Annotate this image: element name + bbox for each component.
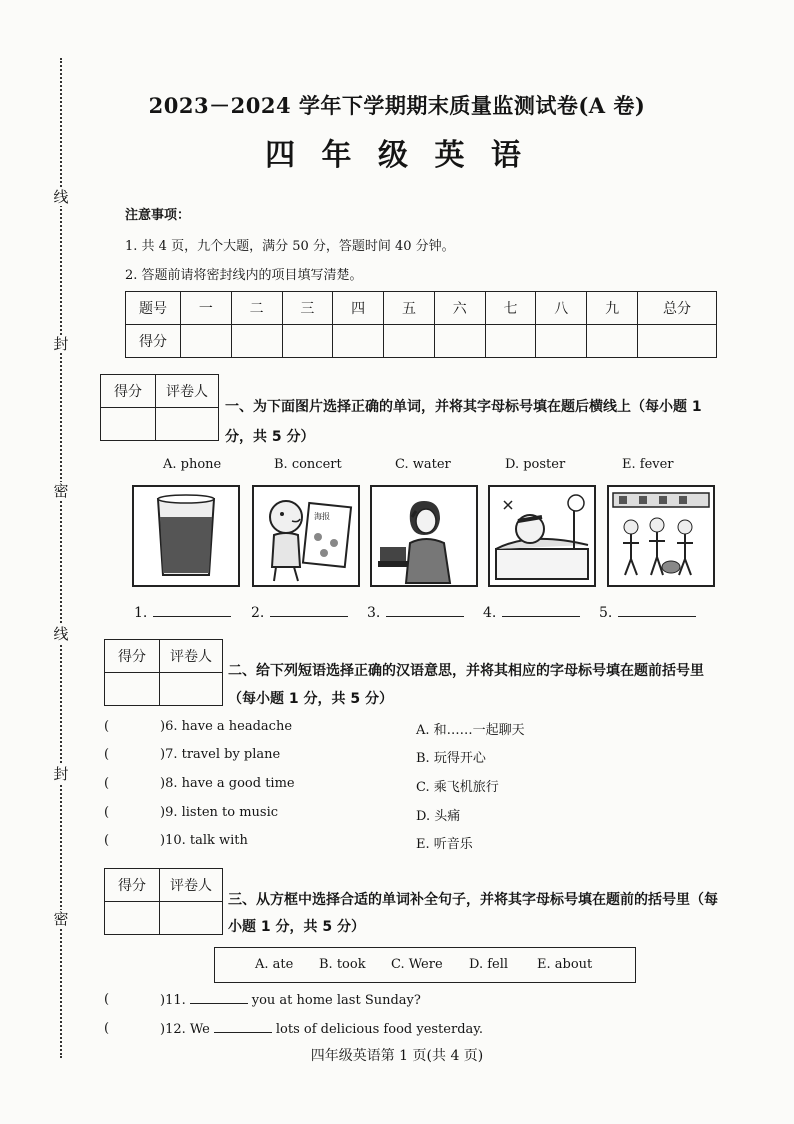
blank-number: 4. [483, 605, 497, 621]
table-cell: 八 [536, 292, 587, 325]
table-cell: 题号 [126, 292, 181, 325]
question-text: lots of delicious food yesterday. [275, 1022, 484, 1037]
answer-paren: ( [104, 833, 110, 848]
answer-blank-2[interactable] [251, 604, 348, 621]
option-label: B. concert [274, 457, 342, 472]
answer-option: C. 乘飞机旅行 [416, 780, 499, 795]
question-row[interactable] [104, 719, 524, 739]
section2-title-line1: 二、给下列短语选择正确的汉语意思，并将其相应的字母标号填在题前括号里 [228, 663, 704, 679]
answer-option: A. 和……一起聊天 [416, 723, 525, 738]
svg-text:海报: 海报 [314, 512, 330, 521]
question-text: )7. travel by plane [160, 747, 281, 762]
table-cell: 五 [384, 292, 435, 325]
table-cell: 总分 [638, 292, 717, 325]
water-glass-picture [132, 485, 240, 587]
score-entry-cell[interactable] [231, 325, 282, 358]
answer-paren: ( [104, 805, 110, 820]
seal-char: 密 [53, 482, 69, 500]
grader-score-cell[interactable] [101, 408, 156, 441]
grader-name-label: 评卷人 [160, 869, 223, 902]
answer-blank-5[interactable] [599, 604, 696, 621]
word-option: A. ate [255, 957, 294, 972]
question-text: )10. talk with [160, 833, 248, 848]
answer-blank-1[interactable] [134, 604, 231, 621]
answer-option: D. 头痛 [416, 809, 461, 824]
seal-char: 线 [53, 625, 69, 643]
grader-score-label: 得分 [101, 375, 156, 408]
answer-paren: ( [104, 992, 110, 1007]
table-cell: 七 [485, 292, 536, 325]
phone-picture [370, 485, 478, 587]
table-cell: 三 [282, 292, 333, 325]
table-cell: 四 [333, 292, 384, 325]
grader-score-cell[interactable] [105, 673, 160, 706]
seal-char: 线 [53, 188, 69, 206]
question-number: )12. We [160, 1022, 210, 1037]
answer-paren: ( [104, 776, 110, 791]
score-table-score-row [126, 325, 717, 358]
question-text: )8. have a good time [160, 776, 295, 791]
table-cell: 一 [181, 292, 232, 325]
grader-box [104, 639, 223, 706]
score-entry-cell[interactable] [638, 325, 717, 358]
grader-box [104, 868, 223, 935]
answer-option: E. 听音乐 [416, 837, 473, 852]
fill-blank[interactable] [214, 1021, 272, 1033]
note-item: 2. 答题前请将密封线内的项目填写清楚。 [125, 268, 363, 283]
question-row[interactable] [104, 747, 524, 767]
section3-title-line1: 三、从方框中选择合适的单词补全句子，并将其字母标号填在题前的括号里（每 [228, 892, 718, 908]
answer-blank-4[interactable] [483, 604, 580, 621]
score-entry-cell[interactable] [434, 325, 485, 358]
blank-number: 2. [251, 605, 265, 621]
section2-title-line2: （每小题 1 分，共 5 分） [228, 691, 393, 707]
score-entry-cell[interactable] [536, 325, 587, 358]
seal-char: 密 [53, 910, 69, 928]
question-row[interactable] [104, 992, 524, 1012]
grader-score-cell[interactable] [105, 902, 160, 935]
grader-name-cell[interactable] [156, 408, 219, 441]
seal-dotted-line [60, 58, 62, 1058]
question-text: )9. listen to music [160, 805, 279, 820]
answer-paren: ( [104, 1021, 110, 1036]
word-option: E. about [537, 957, 593, 972]
answer-option: B. 玩得开心 [416, 751, 486, 766]
question-text: you at home last Sunday? [251, 993, 421, 1008]
grader-score-label: 得分 [105, 640, 160, 673]
fill-blank[interactable] [190, 992, 248, 1004]
blank-number: 1. [134, 605, 148, 621]
question-row[interactable] [104, 805, 524, 825]
seal-char: 封 [53, 335, 69, 353]
question-row[interactable] [104, 1021, 524, 1041]
option-label: E. fever [622, 457, 674, 472]
answer-paren: ( [104, 719, 110, 734]
question-text: )6. have a headache [160, 719, 293, 734]
blank-number: 5. [599, 605, 613, 621]
word-bank-box [214, 947, 636, 983]
poster-picture [252, 485, 360, 587]
grader-box [100, 374, 219, 441]
fever-picture [488, 485, 596, 587]
score-entry-cell[interactable] [333, 325, 384, 358]
section3-title-line2: 小题 1 分，共 5 分） [228, 919, 365, 935]
grader-name-label: 评卷人 [156, 375, 219, 408]
grader-name-label: 评卷人 [160, 640, 223, 673]
option-label: D. poster [505, 457, 566, 472]
section1-title-line1: 一、为下面图片选择正确的单词，并将其字母标号填在题后横线上（每小题 1 [225, 399, 702, 415]
answer-blank-3[interactable] [367, 604, 464, 621]
table-cell: 九 [587, 292, 638, 325]
question-number: )11. [160, 993, 186, 1008]
table-cell: 二 [231, 292, 282, 325]
exam-subtitle: 四 年 级 英 语 [265, 138, 529, 173]
word-option: C. Were [391, 957, 443, 972]
answer-paren: ( [104, 747, 110, 762]
option-label: A. phone [163, 457, 222, 472]
question-row[interactable] [104, 776, 524, 796]
score-table-header-row [126, 292, 717, 325]
seal-char: 封 [53, 765, 69, 783]
score-entry-cell[interactable] [384, 325, 435, 358]
note-item: 1. 共 4 页，九个大题，满分 50 分，答题时间 40 分钟。 [125, 239, 455, 254]
notes-heading: 注意事项： [125, 208, 191, 223]
word-option: D. fell [469, 957, 509, 972]
grader-name-cell[interactable] [160, 673, 223, 706]
concert-picture [607, 485, 715, 587]
section1-title-line2: 分，共 5 分） [225, 429, 315, 445]
grader-score-label: 得分 [105, 869, 160, 902]
table-cell: 得分 [126, 325, 181, 358]
blank-number: 3. [367, 605, 381, 621]
score-table [125, 291, 717, 358]
score-entry-cell[interactable] [181, 325, 232, 358]
question-row[interactable] [104, 833, 524, 853]
grader-name-cell[interactable] [160, 902, 223, 935]
score-entry-cell[interactable] [587, 325, 638, 358]
table-cell: 六 [434, 292, 485, 325]
option-label: C. water [395, 457, 451, 472]
score-entry-cell[interactable] [282, 325, 333, 358]
word-option: B. took [319, 957, 366, 972]
page-footer: 四年级英语第 1 页(共 4 页) [310, 1048, 484, 1064]
exam-title: 2023－2024 学年下学期期末质量监测试卷(A 卷) [148, 93, 646, 118]
score-entry-cell[interactable] [485, 325, 536, 358]
